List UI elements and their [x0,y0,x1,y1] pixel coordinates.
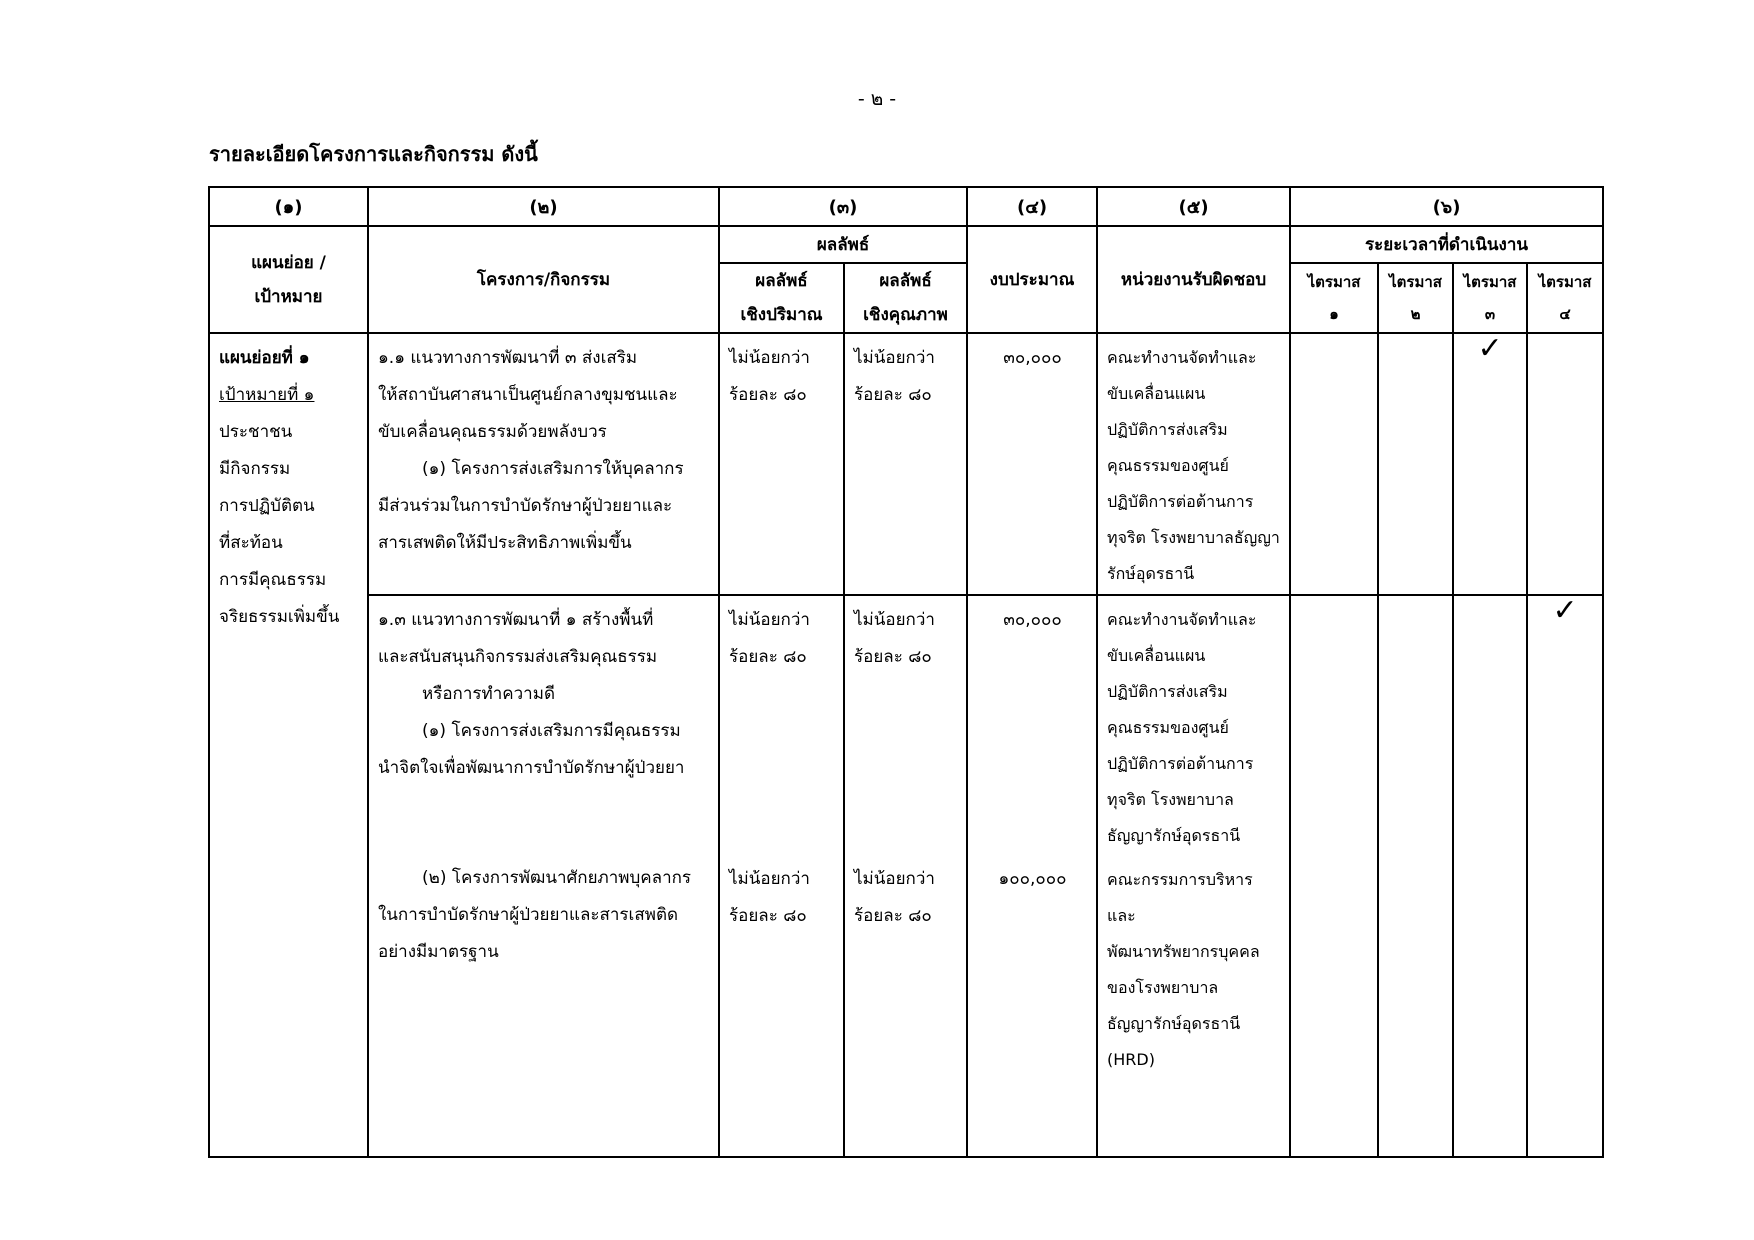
quantity-line: ไม่น้อยกว่า [729,869,810,889]
quality-cell-1 [844,333,967,595]
project-line: (๒) โครงการพัฒนาศักยภาพบุคลากร [422,868,692,888]
project-line: อย่างมีมาตรฐาน [378,942,499,962]
header-outcome-quantity-line1: ผลลัพธ์ [755,271,808,291]
target-line: จริยธรรมเพิ่มขึ้น [219,607,340,627]
unit-line: ปฏิบัติการต่อต้านการ [1107,492,1254,511]
header-outcome: ผลลัพธ์ [719,226,967,263]
budget-value: ๓๐,๐๐๐ [1003,610,1062,630]
header-project: โครงการ/กิจกรรม [368,226,719,333]
unit-line: ของโรงพยาบาล [1107,978,1219,997]
checkmark-icon: ✓ [1552,593,1578,628]
unit-line: พัฒนาทรัพยากรบุคคล [1107,942,1260,961]
column-number-row [209,187,1603,226]
target-line: ที่สะท้อน [219,533,283,553]
unit-line: คณะทำงานจัดทำและ [1107,348,1257,367]
header-outcome-quantity-line2: เชิงปริมาณ [740,305,823,325]
unit-line: ปฏิบัติการต่อต้านการ [1107,754,1254,773]
quarter-3-cell-1 [1453,333,1527,595]
guideline-line: ๑.๓ แนวทางการพัฒนาที่ ๑ สร้างพื้นที่ [378,610,654,630]
quality-line: ร้อยละ ๘๐ [854,385,932,405]
quantity-line: ไม่น้อยกว่า [729,610,810,630]
budget-cell-2 [967,595,1097,1157]
unit-line: คณะทำงานจัดทำและ [1107,610,1257,629]
col-number-5: (๕) [1097,187,1290,226]
quality-line: ไม่น้อยกว่า [854,348,935,368]
quarter-2-cell-2 [1378,595,1453,1157]
project-cell-2 [368,595,719,1157]
header-outcome-quality [844,263,967,333]
unit-line: ทุจริต โรงพยาบาล [1107,790,1234,809]
col-number-1: (๑) [209,187,368,226]
table-row-section-2 [209,595,1603,1157]
quarter-4-cell-1 [1527,333,1603,595]
project-line: สารเสพติดให้มีประสิทธิภาพเพิ่มขึ้น [378,533,632,553]
quarter-number: ๒ [1410,305,1421,323]
unit-line: ปฏิบัติการส่งเสริม [1107,420,1228,439]
quarter-4-cell-2 [1527,595,1603,1157]
unit-line: ธัญญารักษ์อุดรธานี [1107,826,1241,845]
quantity-line: ร้อยละ ๘๐ [729,906,807,926]
unit-line: รักษ์อุดรธานี [1107,564,1195,583]
quarter-label: ไตรมาส [1538,273,1592,291]
target-line: การมีคุณธรรม [219,570,327,590]
unit-line: ขับเคลื่อนแผน [1107,384,1206,403]
header-plan-target-line2: เป้าหมาย [254,286,323,307]
header-outcome-quality-line1: ผลลัพธ์ [879,271,932,291]
unit-line: ธัญญารักษ์อุดรธานี [1107,1014,1241,1033]
quantity-cell-1 [719,333,844,595]
unit-cell-2 [1097,595,1290,1157]
header-plan-target-line1: แผนย่อย / [251,252,326,273]
quality-cell-2 [844,595,967,1157]
project-table [208,186,1604,1158]
quantity-line: ร้อยละ ๘๐ [729,385,807,405]
header-quarter-1 [1290,263,1378,333]
col-number-6: (๖) [1290,187,1603,226]
header-plan-target [209,226,368,333]
quantity-line: ไม่น้อยกว่า [729,348,810,368]
plan-target-cell [209,333,368,1157]
target-line: มีกิจกรรม [219,459,291,479]
guideline-line: ขับเคลื่อนคุณธรรมด้วยพลังบวร [378,422,607,442]
target-line: การปฏิบัติตน [219,496,315,516]
guideline-line: หรือการทำความดี [422,684,555,704]
unit-line: ทุจริต โรงพยาบาลธัญญา [1107,528,1280,547]
quarter-1-cell-1 [1290,333,1378,595]
quarter-3-cell-2 [1453,595,1527,1157]
quarter-number: ๓ [1484,305,1496,323]
project-line: (๑) โครงการส่งเสริมการให้บุคลากร [422,459,684,479]
header-quarter-4 [1527,263,1603,333]
header-quarter-2 [1378,263,1453,333]
guideline-line: ให้สถาบันศาสนาเป็นศูนย์กลางขุมชนและ [378,385,678,405]
header-outcome-quantity [719,263,844,333]
header-outcome-quality-line2: เชิงคุณภาพ [863,305,948,325]
unit-line: คุณธรรมของศูนย์ [1107,718,1229,737]
header-responsible: หน่วยงานรับผิดชอบ [1097,226,1290,333]
quarter-label: ไตรมาส [1307,273,1361,291]
quarter-label: ไตรมาส [1463,273,1517,291]
col-number-3: (๓) [719,187,967,226]
project-line: (๑) โครงการส่งเสริมการมีคุณธรรม [422,721,681,741]
project-line: ในการบำบัดรักษาผู้ป่วยยาและสารเสพติด [378,905,679,925]
quarter-2-cell-1 [1378,333,1453,595]
unit-cell-1 [1097,333,1290,595]
guideline-line: ๑.๑ แนวทางการพัฒนาที่ ๓ ส่งเสริม [378,348,638,368]
unit-line: ขับเคลื่อนแผน [1107,646,1206,665]
budget-cell-1 [967,333,1097,595]
quality-line: ร้อยละ ๘๐ [854,906,932,926]
quantity-cell-2 [719,595,844,1157]
budget-value: ๓๐,๐๐๐ [1003,348,1062,368]
quarter-1-cell-2 [1290,595,1378,1157]
quality-line: ร้อยละ ๘๐ [854,647,932,667]
project-cell-1 [368,333,719,595]
col-number-4: (๔) [967,187,1097,226]
quality-line: ไม่น้อยกว่า [854,869,935,889]
col-number-2: (๒) [368,187,719,226]
budget-value: ๑๐๐,๐๐๐ [998,869,1067,889]
quarter-label: ไตรมาส [1389,273,1442,291]
quality-line: ไม่น้อยกว่า [854,610,935,630]
document-heading: รายละเอียดโครงการและกิจกรรม ดังนี้ [209,142,538,166]
unit-line: คณะกรรมการบริหารและ [1107,870,1253,925]
plan-name: แผนย่อยที่ ๑ [219,348,310,368]
page-number: - ๒ - [857,88,897,110]
header-budget: งบประมาณ [967,226,1097,333]
quarter-number: ๔ [1559,305,1571,323]
unit-line: คุณธรรมของศูนย์ [1107,456,1229,475]
unit-line: ปฏิบัติการส่งเสริม [1107,682,1228,701]
guideline-line: และสนับสนุนกิจกรรมส่งเสริมคุณธรรม [378,647,658,667]
header-quarter-3 [1453,263,1527,333]
quarter-number: ๑ [1329,305,1339,323]
table-row-section-1 [209,333,1603,595]
header-row-1 [209,226,1603,263]
checkmark-icon: ✓ [1477,331,1503,366]
header-period: ระยะเวลาที่ดำเนินงาน [1290,226,1603,263]
target-line: ประชาชน [219,422,293,442]
project-line: นำจิตใจเพื่อพัฒนาการบำบัดรักษาผู้ป่วยยา [378,758,685,778]
quantity-line: ร้อยละ ๘๐ [729,647,807,667]
unit-line: (HRD) [1107,1050,1155,1069]
target-name: เป้าหมายที่ ๑ [219,385,315,405]
project-line: มีส่วนร่วมในการบำบัดรักษาผู้ป่วยยาและ [378,496,673,516]
